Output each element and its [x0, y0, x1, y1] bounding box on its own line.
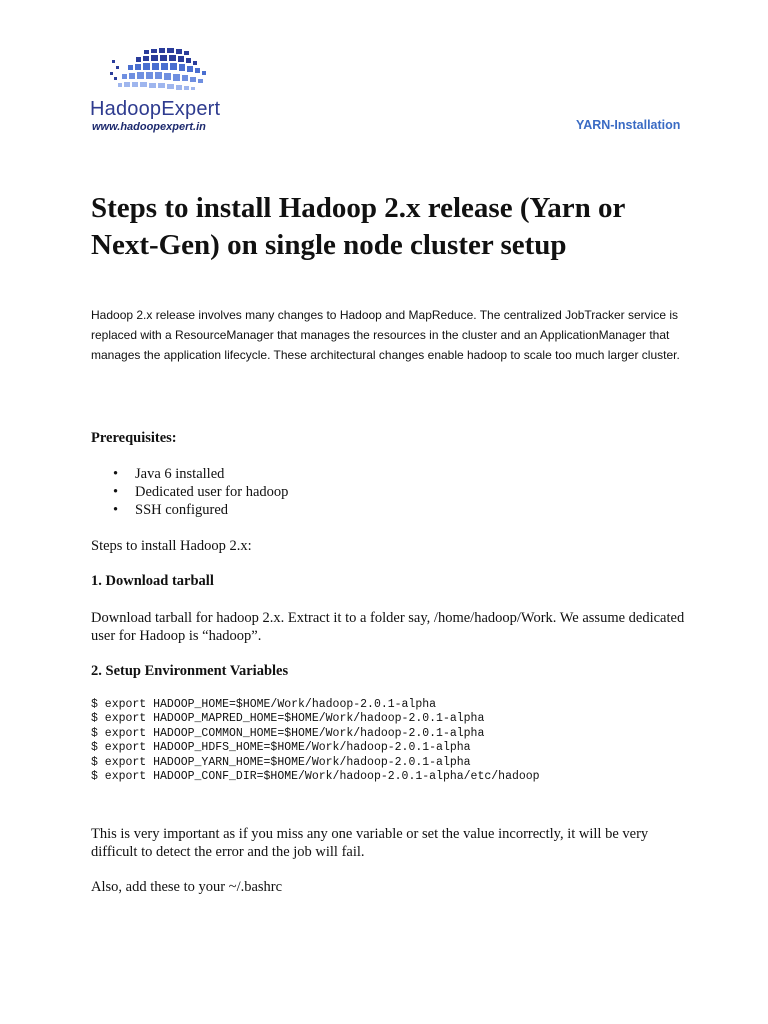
prerequisites-heading: Prerequisites: — [91, 430, 177, 446]
list-item — [91, 501, 288, 519]
intro-paragraph: Hadoop 2.x release involves many changes to Hadoop and MapReduce. The centralized JobTracker service is replaced with a ResourceManager that manages the resources in the cluster and an ApplicationManager that manages the application lifecycle. These architectural changes enable hadoop to scale too much larger cluster. — [91, 308, 680, 362]
header-tag: YARN-Installation — [576, 118, 681, 132]
bullet-icon: • — [113, 484, 119, 500]
steps-intro: Steps to install Hadoop 2.x: — [91, 538, 252, 554]
prerequisites-list — [91, 465, 288, 519]
bullet-icon: • — [113, 502, 119, 518]
list-item-text: Dedicated user for hadoop — [135, 484, 289, 500]
bashrc-paragraph: Also, add these to your ~/.bashrc — [91, 879, 283, 895]
code-line: $ export HADOOP_HOME=$HOME/Work/hadoop-2.0.1-alpha — [91, 698, 437, 711]
code-line: $ export HADOOP_HDFS_HOME=$HOME/Work/hadoop-2.0.1-alpha — [91, 741, 471, 755]
important-note-paragraph: This is very important as if you miss any one variable or set the value incorrectly, it will be very difficult to detect the error and the job will fail. — [91, 826, 649, 860]
logo-url: www.hadoopexpert.in — [92, 121, 206, 133]
logo-name: HadoopExpert — [90, 98, 221, 120]
code-line: $ export HADOOP_YARN_HOME=$HOME/Work/hadoop-2.0.1-alpha — [91, 755, 471, 769]
step2-heading: 2. Setup Environment Variables — [91, 663, 289, 679]
list-item — [91, 483, 288, 501]
bullet-icon: • — [113, 466, 119, 482]
list-item-text: SSH configured — [135, 502, 229, 518]
code-line: $ export HADOOP_COMMON_HOME=$HOME/Work/hadoop-2.0.1-alpha — [91, 726, 485, 740]
code-line: $ export HADOOP_CONF_DIR=$HOME/Work/hadoop-2.0.1-alpha/etc/hadoop — [91, 770, 540, 784]
env-variables-code-block — [91, 698, 540, 784]
page-title: Steps to install Hadoop 2.x release (Yarn or Next-Gen) on single node cluster setup — [91, 192, 625, 261]
hadoopexpert-logo — [88, 46, 228, 136]
logo-globe-graphic — [106, 46, 216, 96]
code-line: $ export HADOOP_MAPRED_HOME=$HOME/Work/hadoop-2.0.1-alpha — [91, 712, 485, 726]
step1-heading: 1. Download tarball — [91, 573, 214, 589]
list-item-text: Java 6 installed — [135, 466, 225, 482]
list-item — [91, 465, 288, 483]
download-paragraph: Download tarball for hadoop 2.x. Extract it to a folder say, /home/hadoop/Work. We assume dedicated user for Hadoop is “hadoop”. — [91, 610, 685, 644]
